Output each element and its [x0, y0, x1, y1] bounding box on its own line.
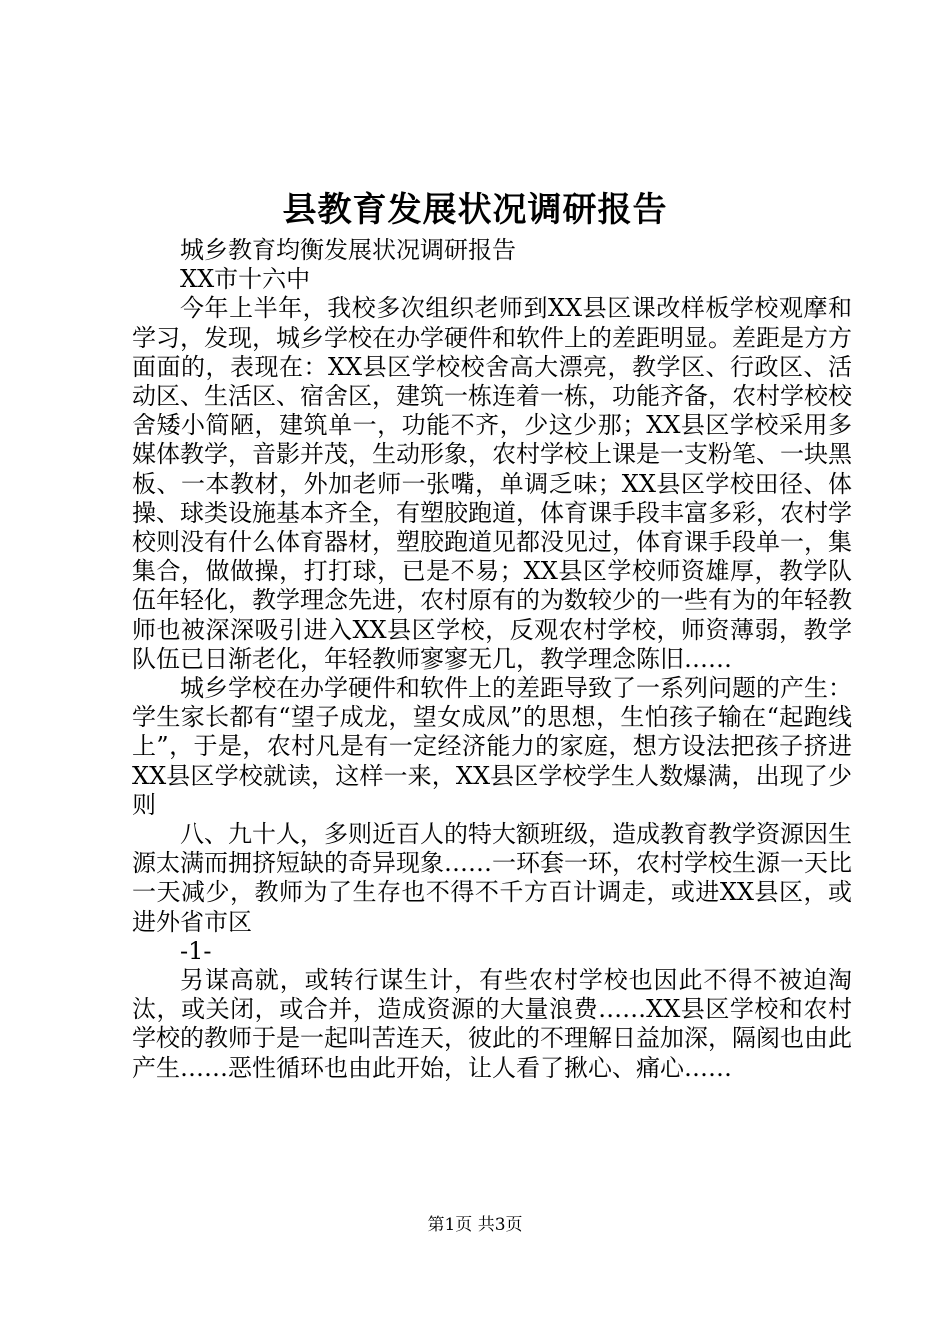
subtitle-paragraph: 城乡教育均衡发展状况调研报告 [180, 236, 516, 264]
body-paragraph: 八、九十人，多则近百人的特大额班级，造成教育教学资源因生源太满而拥挤短缺的奇异现象……一环套一环，农村学校生源一天比一天减少，教师为了生存也不得不千方百计调走，或进XX县区，或进外省市区 [132, 820, 852, 936]
document-body [132, 236, 852, 1083]
body-paragraph: 另谋高就，或转行谋生计，有些农村学校也因此不得不被迫淘汰，或关闭，或合并，造成资源的大量浪费……XX县区学校和农村学校的教师于是一起叫苦连天，彼此的不理解日益加深，隔阂也由此产生……恶性循环也由此开始，让人看了揪心、痛心…… [132, 966, 852, 1082]
body-paragraph: 城乡学校在办学硬件和软件上的差距导致了一系列问题的产生：学生家长都有“望子成龙，望女成凤”的思想，生怕孩子输在“起跑线上”，于是，农村凡是有一定经济能力的家庭，想方设法把孩子挤进XX县区学校就读，这样一来，XX县区学校学生人数爆满，出现了少则 [132, 674, 852, 819]
body-paragraph: 今年上半年，我校多次组织老师到XX县区课改样板学校观摩和学习，发现，城乡学校在办学硬件和软件上的差距明显。差距是方方面面的，表现在：XX县区学校校舍高大漂亮，教学区、行政区、活动区、生活区、宿舍区，建筑一栋连着一栋，功能齐备，农村学校校舍矮小简陋，建筑单一，功能不齐，少这少那；XX县区学校采用多媒体教学，音影并茂，生动形象，农村学校上课是一支粉笔、一块黑板、一本教材，外加老师一张嘴，单调乏味；XX县区学校田径、体操、球类设施基本齐全，有塑胶跑道，体育课手段丰富多彩，农村学校则没有什么体育器材，塑胶跑道见都没见过，体育课手段单一，集集合，做做操，打打球，已是不易；XX县区学校师资雄厚，教学队伍年轻化，教学理念先进，农村原有的为数较少的一些有为的年轻教师也被深深吸引进入XX县区学校，反观农村学校，师资薄弱，教学队伍已日渐老化，年轻教师寥寥无几，教学理念陈旧…… [132, 294, 852, 673]
page-footer: 第1页 共3页 [427, 1215, 523, 1235]
inline-page-marker: -1- [180, 936, 212, 965]
author-paragraph: XX市十六中 [180, 265, 311, 294]
document-title: 县教育发展状况调研报告 [282, 190, 668, 230]
